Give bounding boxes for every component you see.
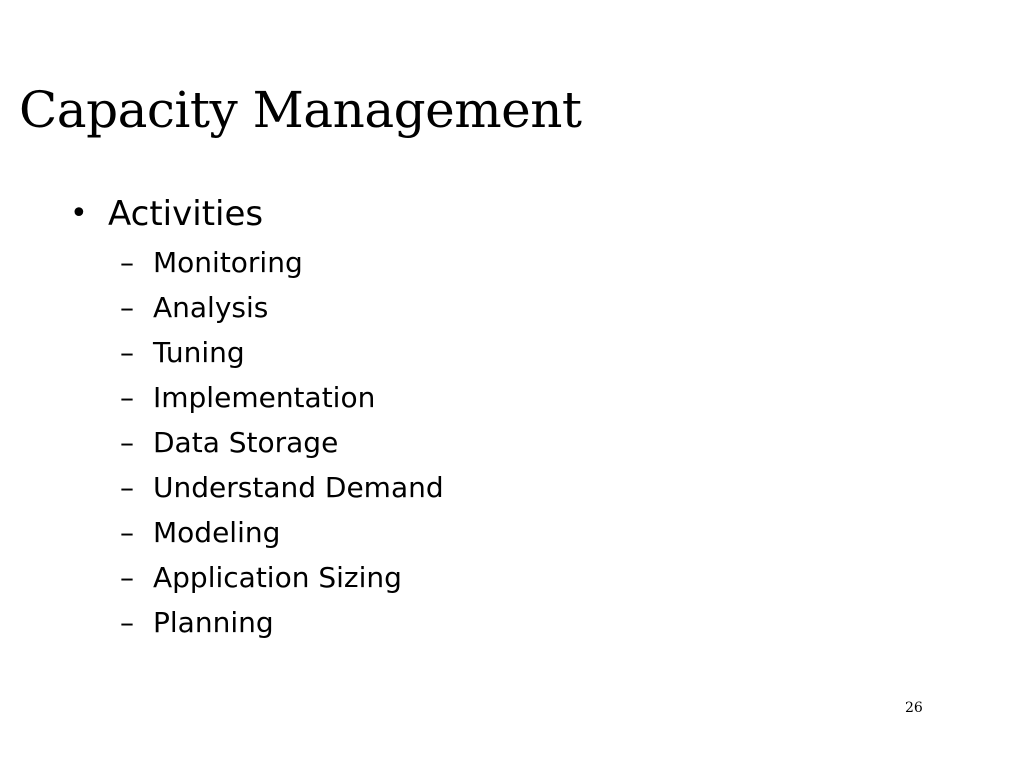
bullet-activities (70, 192, 263, 236)
sub-item-label: Modeling (153, 516, 281, 549)
sub-item-label: Understand Demand (153, 471, 444, 504)
activities-sublist (120, 240, 444, 645)
dash-marker: – (120, 381, 134, 414)
page-number: 26 (905, 700, 923, 716)
sub-item-label: Monitoring (153, 246, 303, 279)
dash-marker: – (120, 291, 134, 324)
dash-marker: – (120, 516, 134, 549)
sub-item-label: Analysis (153, 291, 269, 324)
dash-marker: – (120, 426, 134, 459)
dash-marker: – (120, 336, 134, 369)
sub-item-label: Tuning (153, 336, 245, 369)
bullet-label: Activities (108, 194, 264, 234)
sub-item-analysis (120, 285, 444, 330)
sub-item-implementation (120, 375, 444, 420)
sub-item-label: Application Sizing (153, 561, 402, 594)
dash-marker: – (120, 246, 134, 279)
sub-item-application-sizing (120, 555, 444, 600)
bullet-marker: • (70, 196, 88, 231)
dash-marker: – (120, 471, 134, 504)
sub-item-monitoring (120, 240, 444, 285)
sub-item-label: Implementation (153, 381, 376, 414)
sub-item-label: Data Storage (153, 426, 339, 459)
dash-marker: – (120, 561, 134, 594)
slide-title: Capacity Management (19, 81, 582, 139)
sub-item-tuning (120, 330, 444, 375)
dash-marker: – (120, 606, 134, 639)
sub-item-data-storage (120, 420, 444, 465)
sub-item-modeling (120, 510, 444, 555)
sub-item-understand-demand (120, 465, 444, 510)
sub-item-planning (120, 600, 444, 645)
sub-item-label: Planning (153, 606, 274, 639)
